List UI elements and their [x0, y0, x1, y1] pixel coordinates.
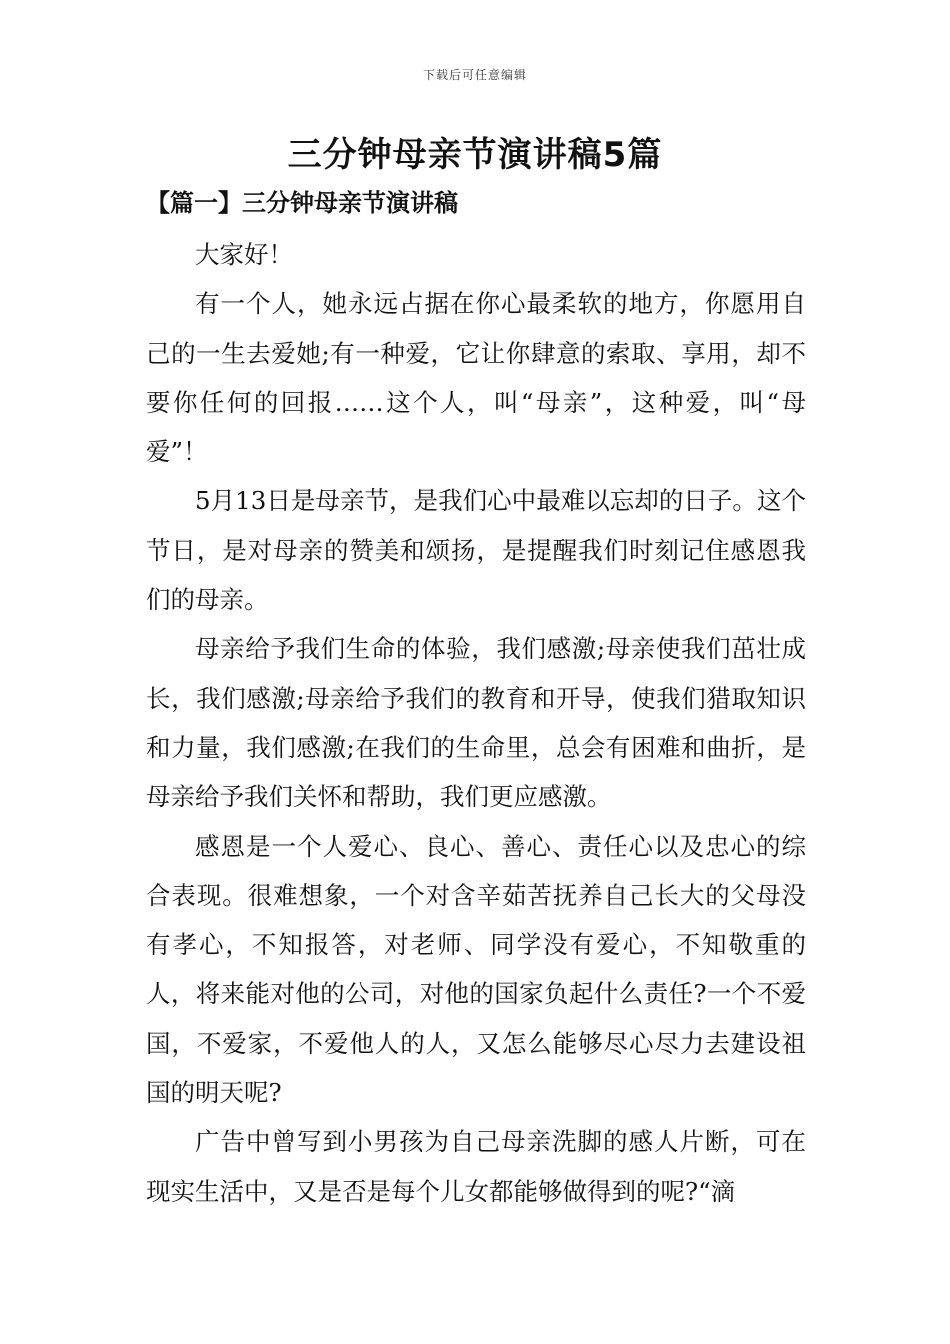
paragraph-greeting: 大家好！: [195, 240, 293, 269]
document-body: [146, 230, 806, 1216]
page-header-note: 下载后可任意编辑: [422, 68, 527, 82]
section-heading: 【篇一】三分钟母亲节演讲稿: [146, 188, 458, 217]
paragraph: 有一个人，她永远占据在你心最柔软的地方，你愿用自己的一生去爱她;有一种爱，它让你肆意的索取、享用，却不要你任何的回报……这个人，叫“母亲”，这种爱，叫“母爱”！: [146, 289, 806, 467]
document-title: 三分钟母亲节演讲稿5篇: [287, 135, 663, 175]
paragraph: 广告中曾写到小男孩为自己母亲洗脚的感人片断，可在现实生活中，又是否是每个儿女都能够做得到的呢?“滴: [146, 1127, 806, 1206]
paragraph: 5月13日是母亲节，是我们心中最难以忘却的日子。这个节日，是对母亲的赞美和颂扬，是提醒我们时刻记住感恩我们的母亲。: [146, 486, 806, 615]
paragraph: 母亲给予我们生命的体验，我们感激;母亲使我们茁壮成长，我们感激;母亲给予我们的教育和开导，使我们猎取知识和力量，我们感激;在我们的生命里，总会有困难和曲折，是母亲给予我们关怀和帮助，我们更应感激。: [146, 634, 806, 812]
paragraph: 感恩是一个人爱心、良心、善心、责任心以及忠心的综合表现。很难想象，一个对含辛茹苦抚养自己长大的父母没有孝心，不知报答，对老师、同学没有爱心，不知敬重的人，将来能对他的公司，对他的国家负起什么责任?一个不爱国，不爱家，不爱他人的人，又怎么能够尽心尽力去建设祖国的明天呢?: [146, 831, 806, 1108]
